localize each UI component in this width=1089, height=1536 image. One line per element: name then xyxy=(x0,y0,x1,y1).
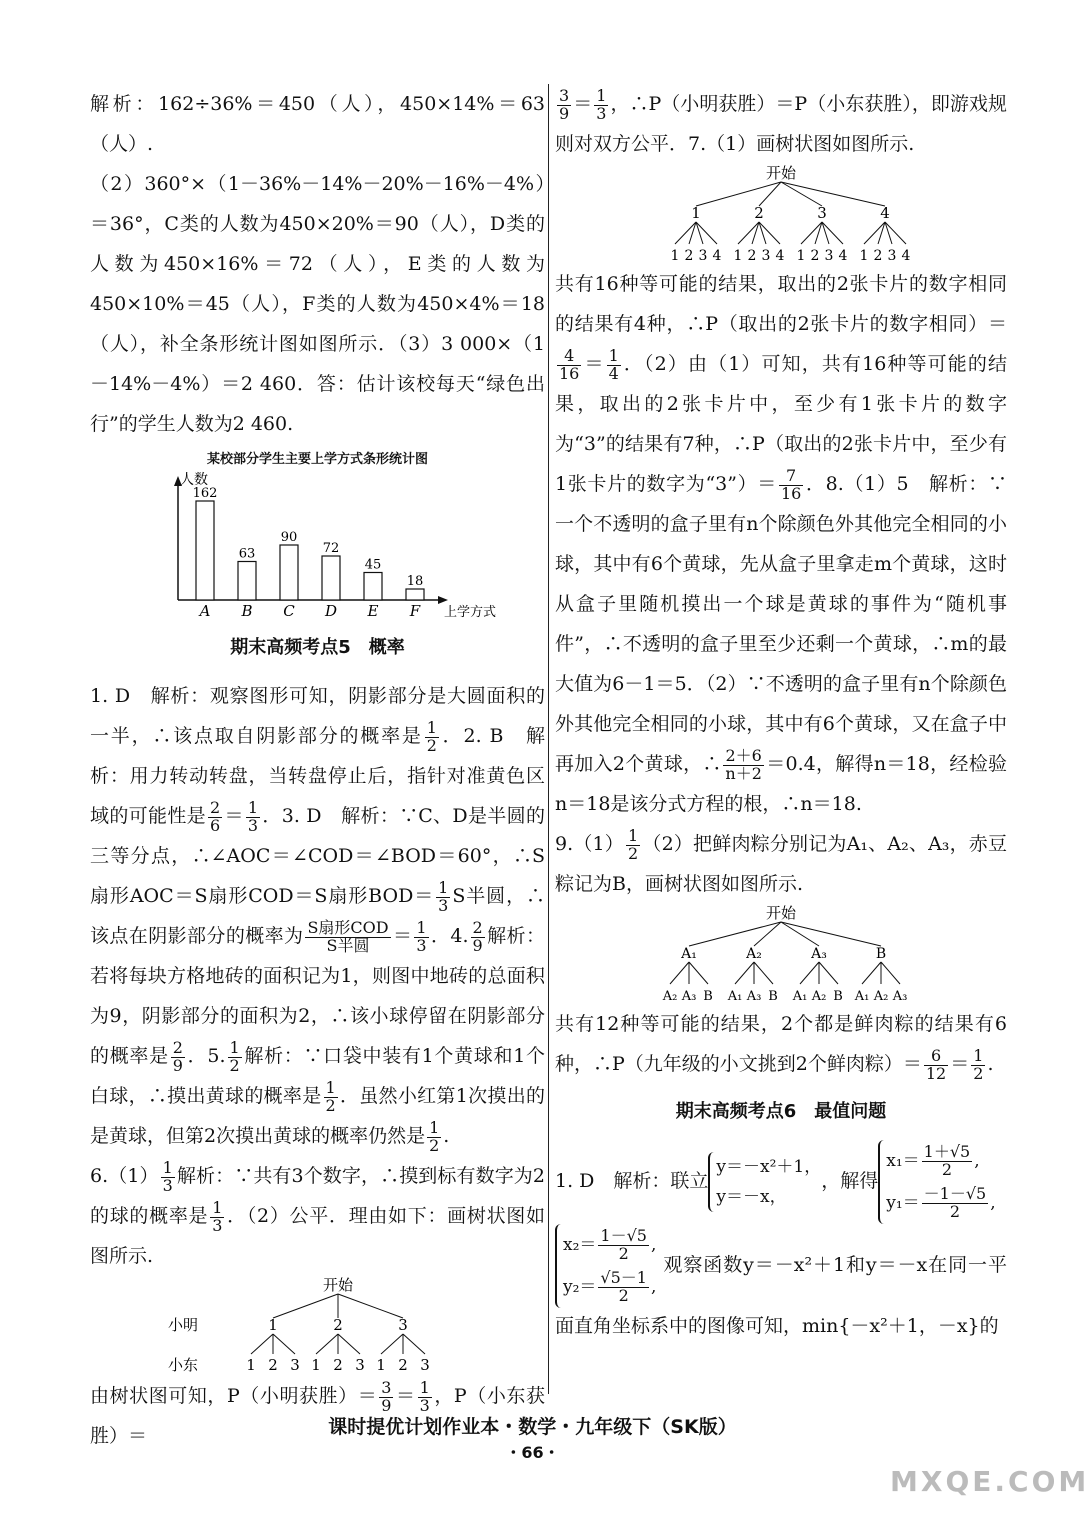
tree2-leaf: 1 xyxy=(859,248,869,264)
tree2-leaf: 4 xyxy=(901,248,911,264)
tick-label-A: A xyxy=(199,602,210,620)
fraction-three-ninths: $\frac{3}{9}$ xyxy=(381,1377,392,1415)
bar-C xyxy=(280,545,298,600)
fraction-half: $\frac{1}{2}$ xyxy=(229,1037,240,1075)
bar-label-D: 72 xyxy=(322,541,339,556)
q4b-text: 解析：若将每块方格地砖的面积记为1，则图中地砖的总面积为9，阴影部分的面积为2，∴该小球停留在阴影部分的概率是 xyxy=(90,925,545,1067)
fraction-two-ninths: $\frac{2}{9}$ xyxy=(472,917,483,955)
tree3-start: 开始 xyxy=(765,904,797,922)
q5-text: ．5. xyxy=(186,1045,226,1067)
svg-text:1: 1 xyxy=(310,1356,321,1374)
tree2-leaf: 2 xyxy=(810,248,820,264)
bar-B xyxy=(238,562,256,601)
tree2-leaf: 2 xyxy=(747,248,757,264)
tree1-row-label-xiaoming: 小明 xyxy=(167,1316,198,1334)
bar-chart xyxy=(138,470,498,620)
tree2-node-2: 2 xyxy=(754,204,764,222)
tree3-leaf: B xyxy=(833,989,843,1004)
solution-2: x₂＝ $\frac{1-√5}{2}$ , y₂＝ $\frac{√5-1}{2}$ , xyxy=(555,1224,656,1308)
fraction-one-third: $\frac{1}{3}$ xyxy=(596,85,607,123)
x-axis-arrow xyxy=(438,596,448,604)
bar-label-F: 18 xyxy=(406,574,423,589)
svg-text:2: 2 xyxy=(397,1356,408,1374)
fraction-three-ninths: $\frac{3}{9}$ xyxy=(559,85,570,123)
fraction-six-twelfths: $\frac{6}{12}$ xyxy=(925,1045,947,1083)
svg-text:2: 2 xyxy=(267,1356,278,1374)
tree3-leaf: A₃ xyxy=(681,989,697,1004)
fraction-area-ratio: $\frac{\text{S扇形COD}}{\text{S半圆}}$ xyxy=(307,917,389,955)
tree2-leaf: 2 xyxy=(684,248,694,264)
tree2-leaf: 2 xyxy=(873,248,883,264)
bar-E xyxy=(364,573,382,601)
right-q9-conclusion: 共有12种等可能的结果，2个都是鲜肉粽的结果有6种，∴P（九年级的小文挑到2个鲜肉粽）＝ $\frac{6}{12}$ ＝ $\frac{1}{2}$ . xyxy=(555,1013,1007,1083)
fraction-one-third: $\frac{1}{3}$ xyxy=(212,1197,223,1235)
tree3-leaf: A₂ xyxy=(873,989,889,1004)
fraction-half: $\frac{1}{2}$ xyxy=(628,825,639,863)
tree3-leaf: A₁ xyxy=(854,989,870,1004)
tree2-leaf: 3 xyxy=(698,248,708,264)
tree2-node-4: 4 xyxy=(880,204,890,222)
left-column xyxy=(90,84,545,1456)
bar-label-E: 45 xyxy=(364,557,381,573)
tree3-leaf: A₁ xyxy=(792,989,808,1004)
bar-label-B: 63 xyxy=(238,546,255,562)
tick-label-D: D xyxy=(324,602,337,620)
q1-text: 1. D 解析：观察图形可知，阴影部分是大圆面积的一半，∴该点取自阴影部分的概率是 xyxy=(90,685,545,747)
bar-D xyxy=(322,556,340,600)
fraction-n-equation: $\frac{2+6}{n+2}$ xyxy=(725,745,762,783)
tree2-leaf: 4 xyxy=(712,248,722,264)
bar-F xyxy=(406,589,424,600)
bar-label-A: 162 xyxy=(192,486,217,501)
right-q1-solution2: x₂＝ $\frac{1-√5}{2}$ , y₂＝ $\frac{√5-1}{2}$ , 观察函数y＝－x²＋1和y＝－x在同一平面直角坐标系中的图像可知，min{－x²＋1，－x}的 xyxy=(555,1224,1007,1344)
tree2-leaf: 3 xyxy=(887,248,897,264)
fraction-one-third: $\frac{1}{3}$ xyxy=(416,917,427,955)
svg-text:1: 1 xyxy=(267,1316,278,1334)
tree3-node: A₁ xyxy=(681,946,697,962)
tree1-node-1 xyxy=(246,1316,300,1374)
tree2-node-3: 3 xyxy=(817,204,827,222)
svg-text:3: 3 xyxy=(397,1316,408,1334)
equation-system: y＝－x²＋1， y＝－x， xyxy=(708,1152,821,1212)
section5-title: 期末高频考点5 概率 xyxy=(230,637,405,658)
fraction-half: $\frac{1}{2}$ xyxy=(429,1117,440,1155)
fraction-two-ninths: $\frac{2}{9}$ xyxy=(172,1037,183,1075)
tree3-leaf: A₂ xyxy=(811,989,827,1004)
answer-p2: （2）360°×（1－36%－14%－20%－16%－4%）＝36°，C类的人数为450×20%＝90（人），D类的人数为450×16%＝72（人），E类的人数为450×10%＝45（人），F类的人数为450×4%＝18（人），补全条形统计图如图所示．（3）3 000×（1－14%－4%）＝2 460．答：估计该校每天“绿色出行”的学生人数为2 460. xyxy=(90,173,545,435)
tree3-leaf: A₂ xyxy=(662,989,678,1004)
tree3-leaf: A₃ xyxy=(892,989,908,1004)
q5c-text: ．虽然小红第1次摸出的是黄球，但第2次摸出黄球的概率仍然是 xyxy=(90,1085,545,1147)
q5b-text: 解析：∵口袋中装有1个黄球和1个白球，∴摸出黄球的概率是 xyxy=(90,1045,545,1107)
svg-text:1: 1 xyxy=(375,1356,386,1374)
tick-label-C: C xyxy=(282,602,295,620)
tick-label-B: B xyxy=(240,602,253,620)
section6-title: 期末高频考点6 最值问题 xyxy=(675,1101,887,1122)
fraction-one-third: $\frac{1}{3}$ xyxy=(162,1157,173,1195)
q3b-text: S半圆，∴该点在阴影部分的概率为 xyxy=(90,885,545,947)
q3-text: ．3. D 解析：∵C、D是半圆的三等分点，∴∠AOC＝∠COD＝∠BOD＝60°，∴S扇形AOC＝S扇形COD＝S扇形BOD＝ xyxy=(90,805,545,907)
svg-text:2: 2 xyxy=(332,1356,343,1374)
tree2-start: 开始 xyxy=(765,164,797,182)
tree1-row-label-xiaodong: 小东 xyxy=(167,1356,198,1374)
right-q1-system: 1. D 解析：联立y＝－x²＋1， y＝－x，，解得x₁＝ $\frac{1+√5}{2}$ , y₁＝ $\frac{-1-√5}{2}$ , xyxy=(555,1140,1007,1224)
tree3-leaf: A₁ xyxy=(727,989,743,1004)
fraction-half: $\frac{1}{2}$ xyxy=(973,1045,984,1083)
svg-text:2: 2 xyxy=(332,1316,343,1334)
svg-text:3: 3 xyxy=(419,1356,430,1374)
fraction-one-fourth: $\frac{1}{4}$ xyxy=(608,345,619,383)
tree3-leaf: B xyxy=(703,989,713,1004)
right-p2: 共有16种等可能的结果，取出的2张卡片的数字相同的结果有4种，∴P（取出的2张卡片的数字相同）＝ $\frac{4}{16}$ ＝ $\frac{1}{4}$ ．（2）由（1）可知，共有16种等可能的结果，取出的2张卡片中，至少有1张卡片的数字为“3”的结果有7种，∴P（取出的2张卡片中，至少有1张卡片的数字为“3”）＝ $\frac{7}{16}$ ．8.（1）5 解析：∵一个不透明的盒子里有n个除颜色外其他完全相同的小球，其中有6个黄球，先从盒子里拿走m个黄球，这时从盒子里随机摸出一个球是黄球的事件为“随机事件”，∴不透明的盒子里至少还剩一个黄球，∴m的最大值为6－1＝5．（2）∵不透明的盒子里有n个除颜色外其他完全相同的小球，其中有6个黄球，又在盒子中再加入2个黄球，∴ $\frac{2+6}{n+2}$ ＝0.4，解得n＝18，经检验n＝18是该分式方程的根，∴n＝18. xyxy=(555,273,1007,815)
column-divider xyxy=(548,84,549,1394)
q2-text: ．2. B 解析：用力转动转盘，当转盘停止后，指针对准黄色区域的可能性是 xyxy=(90,725,545,827)
q6-conclusion: 由树状图可知，P（小明获胜）＝ $\frac{3}{9}$ ＝ $\frac{1}{3}$ ，P（小东获胜）＝ xyxy=(90,1377,545,1447)
tick-label-F: F xyxy=(409,602,420,620)
tree2-node-1: 1 xyxy=(691,204,701,222)
fraction-one-third: $\frac{1}{3}$ xyxy=(438,877,449,915)
tree3-node: B xyxy=(875,946,887,962)
fraction-one-third: $\frac{1}{3}$ xyxy=(247,797,259,835)
tree2-leaf: 1 xyxy=(670,248,680,264)
tree-diagram-3 xyxy=(651,904,911,1004)
right-p1: $\frac{3}{9}$ ＝ $\frac{1}{3}$ ，∴P（小明获胜）＝P（小东获胜），即游戏规则对双方公平．7.（1）画树状图如图所示. xyxy=(555,85,1007,155)
tree3-node: A₂ xyxy=(746,946,762,962)
tree3-node: A₃ xyxy=(811,946,827,962)
page-number: ・66・ xyxy=(505,1443,560,1462)
y-axis-label: 人数 xyxy=(179,472,208,488)
tree3-leaf: A₃ xyxy=(746,989,762,1004)
x-axis-label: 上学方式 xyxy=(443,605,496,620)
tree1-node-2 xyxy=(311,1316,365,1374)
right-q9: 9.（1） $\frac{1}{2}$ （2）把鲜肉粽分别记为A₁、A₂、A₃，赤豆粽记为B，画树状图如图所示. xyxy=(555,825,1007,895)
fraction-half: $\frac{1}{2}$ xyxy=(426,717,437,755)
footer-title: 课时提优计划作业本・数学・九年级下（SK版） xyxy=(328,1416,737,1438)
bar-A xyxy=(196,501,214,600)
fraction-seven-sixteenths: $\frac{7}{16}$ xyxy=(780,465,802,503)
solution-1: x₁＝ $\frac{1+√5}{2}$ , y₁＝ $\frac{-1-√5}{2}$ , xyxy=(878,1140,995,1224)
svg-text:1: 1 xyxy=(245,1356,256,1374)
right-column xyxy=(555,84,1007,1344)
fraction-two-sixths: $\frac{2}{6}$ xyxy=(210,797,221,835)
fraction-four-sixteenths: $\frac{4}{16}$ xyxy=(559,345,580,383)
bar-label-C: 90 xyxy=(280,530,297,545)
tree-diagram-1 xyxy=(168,1276,468,1376)
q4-text: ．4. xyxy=(430,925,469,947)
tree-diagram-2 xyxy=(651,164,911,264)
q6-text: 6.（1） $\frac{1}{3}$ 解析：∵共有3个数字，∴摸到标有数字为2的球的概率是 $\frac{1}{3}$ ．（2）公平．理由如下：画树状图如图所示. xyxy=(90,1157,545,1267)
svg-text:3: 3 xyxy=(289,1356,300,1374)
tree2-leaf: 3 xyxy=(824,248,834,264)
svg-text:3: 3 xyxy=(354,1356,365,1374)
tree2-leaf: 4 xyxy=(775,248,785,264)
fraction-half: $\frac{1}{2}$ xyxy=(325,1077,336,1115)
tree2-leaf: 1 xyxy=(796,248,806,264)
tree3-leaf: B xyxy=(768,989,778,1004)
tick-label-E: E xyxy=(367,602,378,620)
chart-title: 某校部分学生主要上学方式条形统计图 xyxy=(206,452,428,467)
tree1-start: 开始 xyxy=(322,1276,353,1294)
q1-q6-text: 1. D 解析：观察图形可知，阴影部分是大圆面积的一半，∴该点取自阴影部分的概率是 $\frac{1}{2}$ ．2. B 解析：用力转动转盘，当转盘停止后，指针对准黄色区域的可能性是 $\frac{2}{6}$ ＝ $\frac{1}{3}$ ．3. D 解析：∵C、D是半圆的三等分点，∴∠AOC＝∠COD＝∠BOD＝60°，∴S扇形AOC＝S扇形COD＝S扇形BOD＝ $\frac{1}{3}$ S半圆，∴该点在阴影部分的概率为 $\frac{\text{S扇形COD}}{\text{S半圆}}$ ＝ $\frac{1}{3}$ ．4. $\frac{2}{9}$ 解析：若将每块方格地砖的面积记为1，则图中地砖的总面积为9，阴影部分的面积为2，∴该小球停留在阴影部分的概率是 $\frac{2}{9}$ ．5. $\frac{1}{2}$ 解析：∵口袋中装有1个黄球和1个白球，∴摸出黄球的概率是 $\frac{1}{2}$ ．虽然小红第1次摸出的是黄球，但第2次摸出黄球的概率仍然是 $\frac{1}{2}$ . xyxy=(90,685,545,1155)
watermark: MXQE.COM xyxy=(890,1465,1089,1498)
tree2-leaf: 3 xyxy=(761,248,771,264)
tree2-leaf: 4 xyxy=(838,248,848,264)
tree1-node-3 xyxy=(376,1316,430,1374)
tree2-leaf: 1 xyxy=(733,248,743,264)
fraction-one-third: $\frac{1}{3}$ xyxy=(419,1377,430,1415)
answer-p1: 解析：162÷36%＝450（人），450×14%＝63（人）. xyxy=(90,93,545,155)
